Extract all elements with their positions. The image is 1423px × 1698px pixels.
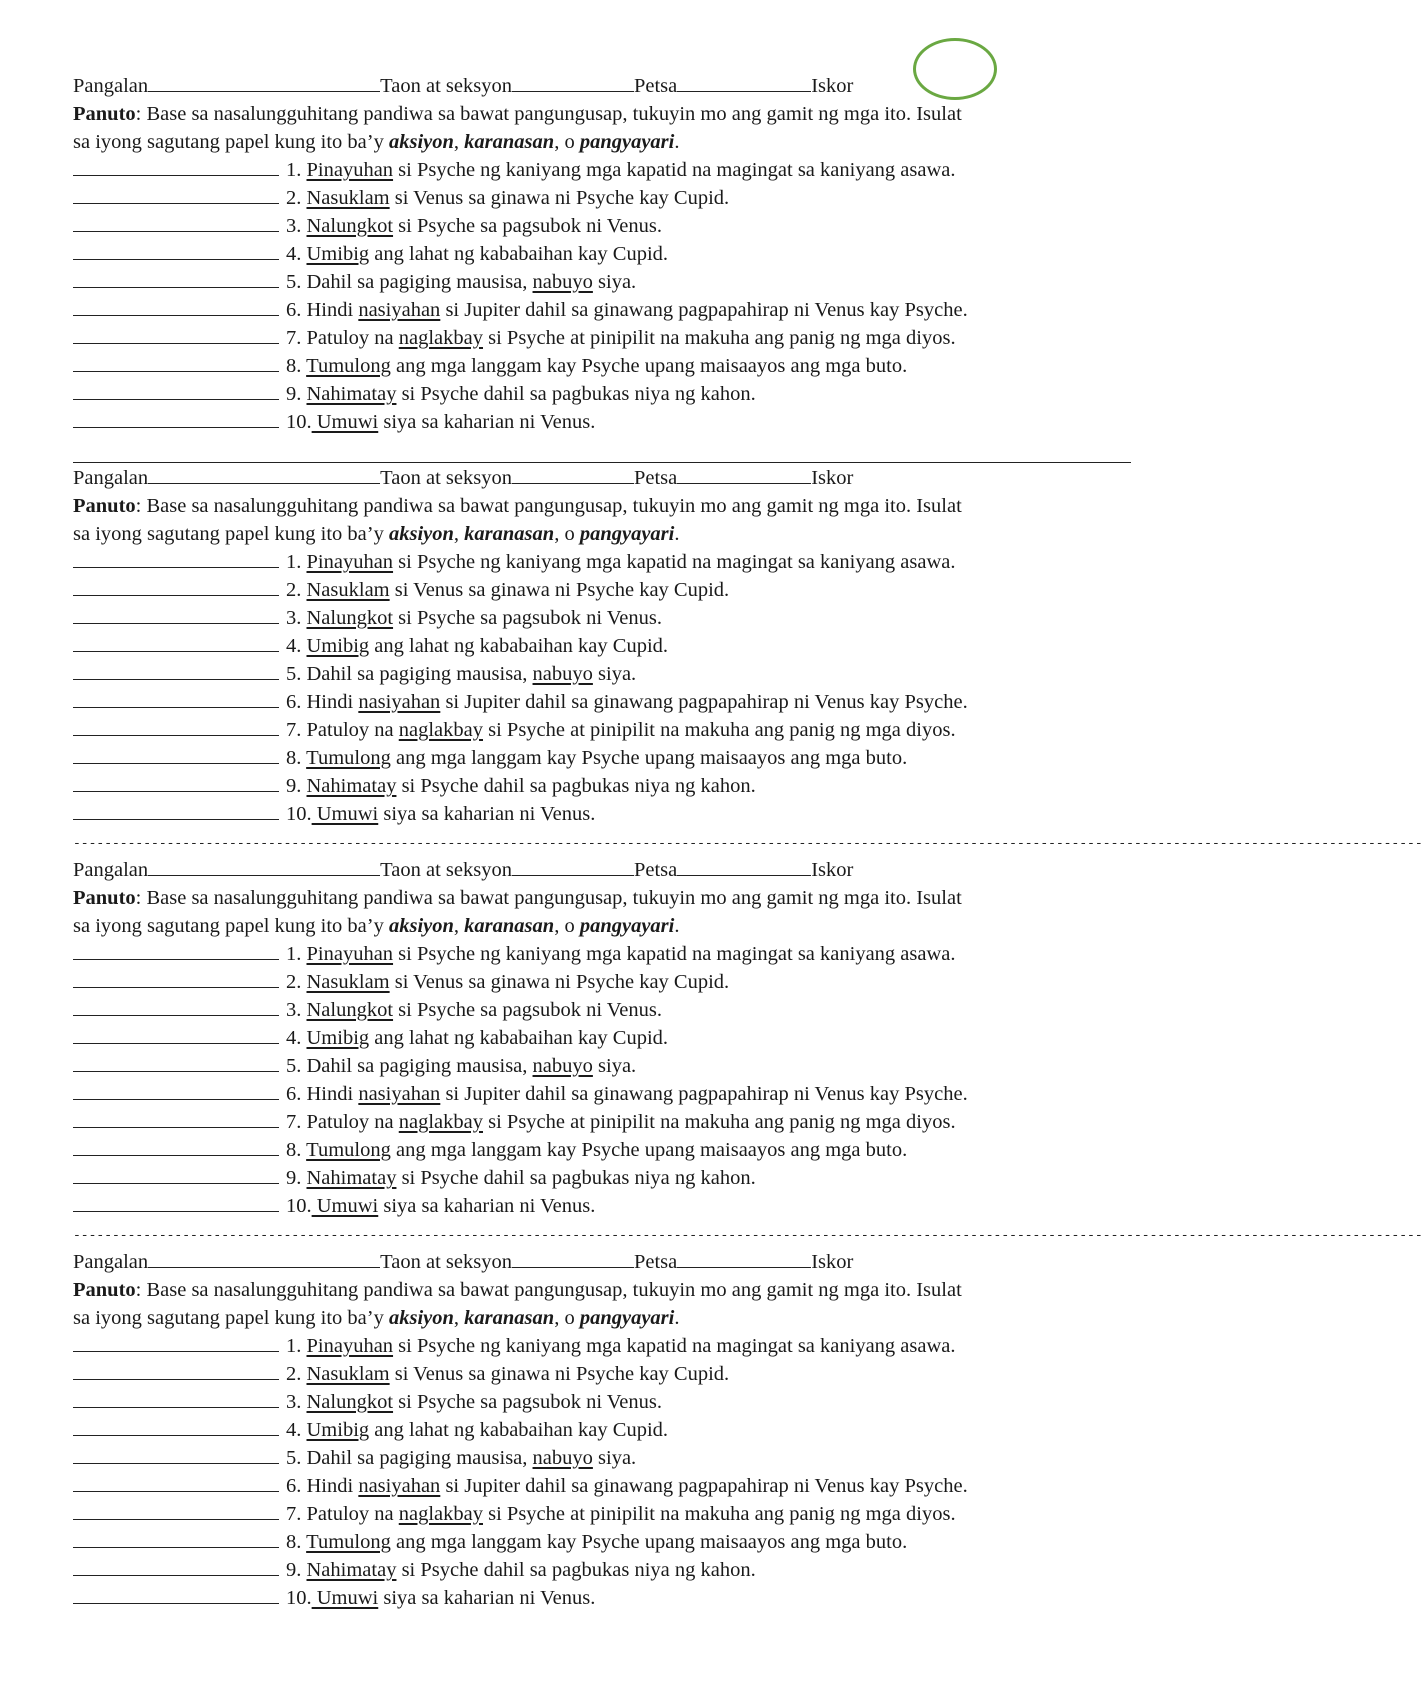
name-label: Pangalan <box>73 1251 149 1273</box>
answer-blank[interactable] <box>73 212 279 232</box>
answer-blank[interactable] <box>73 1192 279 1212</box>
item-row <box>73 996 1133 1024</box>
item-row <box>73 1136 1133 1164</box>
item-number: 1. <box>286 159 307 181</box>
item-row <box>73 548 1133 576</box>
underlined-verb: Pinayuhan <box>306 943 394 965</box>
item-row <box>73 660 1133 688</box>
item-number: 4. <box>286 1027 307 1049</box>
item-row <box>73 716 1133 744</box>
item-number: 5. <box>286 1055 307 1077</box>
item-number: 4. <box>286 1419 307 1441</box>
answer-blank[interactable] <box>73 1164 279 1184</box>
item-number: 3. <box>286 999 307 1021</box>
item-text: siya. <box>592 271 637 293</box>
header-row <box>73 464 1133 492</box>
underlined-verb: nabuyo <box>532 663 593 685</box>
item-row <box>73 1192 1133 1220</box>
answer-blank[interactable] <box>73 576 279 596</box>
item-number: 6. <box>286 1083 307 1105</box>
answer-blank[interactable] <box>73 800 279 820</box>
item-row <box>73 156 1133 184</box>
underlined-verb: nabuyo <box>532 1447 593 1469</box>
score-label: Iskor <box>811 75 854 97</box>
answer-blank[interactable] <box>73 744 279 764</box>
item-text: si Psyche ng kaniyang mga kapatid na magingat sa kaniyang asawa. <box>393 1335 956 1357</box>
worksheet <box>73 72 1423 1640</box>
underlined-verb: Nahimatay <box>306 1559 397 1581</box>
item-text: Patuloy na <box>306 1503 399 1525</box>
underlined-verb: Nalungkot <box>306 607 394 629</box>
item-row <box>73 968 1133 996</box>
name-label: Pangalan <box>73 859 149 881</box>
item-number: 6. <box>286 691 307 713</box>
item-text: si Venus sa ginawa ni Psyche kay Cupid. <box>389 971 730 993</box>
item-text: ang lahat ng kababaihan kay Cupid. <box>369 635 669 657</box>
item-row <box>73 184 1133 212</box>
item-text: si Venus sa ginawa ni Psyche kay Cupid. <box>389 1363 730 1385</box>
section-field[interactable] <box>512 856 634 876</box>
answer-blank[interactable] <box>73 296 279 316</box>
item-row <box>73 296 1133 324</box>
item-text: ang mga langgam kay Psyche upang maisaayos ang mga buto. <box>390 1531 908 1553</box>
item-row <box>73 1080 1133 1108</box>
item-number: 9. <box>286 1167 307 1189</box>
underlined-verb: Nasuklam <box>306 579 390 601</box>
underlined-verb: Pinayuhan <box>306 1335 394 1357</box>
item-row <box>73 632 1133 660</box>
underlined-verb: Tumulong <box>306 1531 391 1553</box>
item-text: siya sa kaharian ni Venus. <box>378 803 596 825</box>
option-karanasan: karanasan <box>464 131 555 153</box>
item-row <box>73 240 1133 268</box>
item-text: siya. <box>592 1055 637 1077</box>
item-row <box>73 800 1133 828</box>
item-row <box>73 604 1133 632</box>
item-text: Patuloy na <box>306 327 399 349</box>
separator-solid-line <box>73 462 1131 463</box>
underlined-verb: nabuyo <box>532 271 593 293</box>
option-karanasan: karanasan <box>464 1307 555 1329</box>
underlined-verb: Tumulong <box>306 355 391 377</box>
item-text: si Psyche at pinipilit na makuha ang panig ng mga diyos. <box>483 719 956 741</box>
underlined-verb: Pinayuhan <box>306 159 394 181</box>
item-row <box>73 1108 1133 1136</box>
header-row <box>73 1248 1133 1276</box>
option-aksiyon: aksiyon <box>388 1307 454 1329</box>
item-text: si Psyche ng kaniyang mga kapatid na magingat sa kaniyang asawa. <box>393 943 956 965</box>
item-text: si Psyche at pinipilit na makuha ang panig ng mga diyos. <box>483 1503 956 1525</box>
separator: , <box>453 523 465 545</box>
item-number: 10. <box>286 1587 312 1609</box>
item-text: si Psyche sa pagsubok ni Venus. <box>393 215 663 237</box>
item-row <box>73 1528 1133 1556</box>
item-text: si Psyche ng kaniyang mga kapatid na magingat sa kaniyang asawa. <box>393 551 956 573</box>
item-text: ang lahat ng kababaihan kay Cupid. <box>369 243 669 265</box>
item-row <box>73 744 1133 772</box>
item-text: si Venus sa ginawa ni Psyche kay Cupid. <box>389 187 730 209</box>
instructions-line-1 <box>73 100 1133 128</box>
item-text: si Psyche ng kaniyang mga kapatid na magingat sa kaniyang asawa. <box>393 159 956 181</box>
score-label: Iskor <box>811 859 854 881</box>
option-karanasan: karanasan <box>464 915 555 937</box>
instructions-line-1 <box>73 884 1133 912</box>
item-text: Hindi <box>306 299 359 321</box>
item-number: 5. <box>286 1447 307 1469</box>
item-number: 1. <box>286 1335 307 1357</box>
item-text: si Psyche dahil sa pagbukas niya ng kahon. <box>396 775 756 797</box>
answer-blank[interactable] <box>73 1080 279 1100</box>
item-row <box>73 772 1133 800</box>
option-pangyayari: pangyayari <box>579 523 675 545</box>
section-label: Taon at seksyon <box>380 75 512 97</box>
item-row <box>73 324 1133 352</box>
item-text: si Psyche at pinipilit na makuha ang panig ng mga diyos. <box>483 1111 956 1133</box>
answer-blank[interactable] <box>73 1500 279 1520</box>
item-text: si Venus sa ginawa ni Psyche kay Cupid. <box>389 579 730 601</box>
instructions-text: sa iyong sagutang papel kung ito ba’y <box>73 131 389 153</box>
item-number: 6. <box>286 1475 307 1497</box>
answer-blank[interactable] <box>73 940 279 960</box>
instructions-text: : Base sa nasalungguhitang pandiwa sa bawat pangungusap, tukuyin mo ang gamit ng mga ito. Isulat <box>135 1279 962 1301</box>
name-label: Pangalan <box>73 467 149 489</box>
underlined-verb: Pinayuhan <box>306 551 394 573</box>
item-number: 3. <box>286 607 307 629</box>
item-number: 7. <box>286 1503 307 1525</box>
item-number: 3. <box>286 1391 307 1413</box>
period: . <box>674 1307 680 1329</box>
underlined-verb: Nasuklam <box>306 971 390 993</box>
item-text: Dahil sa pagiging mausisa, <box>306 1447 533 1469</box>
item-text: si Psyche at pinipilit na makuha ang panig ng mga diyos. <box>483 327 956 349</box>
item-text: si Psyche sa pagsubok ni Venus. <box>393 1391 663 1413</box>
date-field[interactable] <box>677 72 811 92</box>
option-aksiyon: aksiyon <box>388 131 454 153</box>
underlined-verb: nasiyahan <box>358 1475 441 1497</box>
score-label: Iskor <box>811 1251 854 1273</box>
underlined-verb: Umibig <box>306 243 370 265</box>
item-row <box>73 1556 1133 1584</box>
underlined-verb: nasiyahan <box>358 1083 441 1105</box>
instructions-label: Panuto <box>73 495 136 517</box>
option-aksiyon: aksiyon <box>388 915 454 937</box>
option-aksiyon: aksiyon <box>388 523 454 545</box>
item-text: ang lahat ng kababaihan kay Cupid. <box>369 1419 669 1441</box>
item-text: ang mga langgam kay Psyche upang maisaayos ang mga buto. <box>390 1139 908 1161</box>
item-text: Dahil sa pagiging mausisa, <box>306 1055 533 1077</box>
item-number: 10. <box>286 411 312 433</box>
item-text: siya sa kaharian ni Venus. <box>378 411 596 433</box>
answer-blank[interactable] <box>73 1388 279 1408</box>
instructions-text: sa iyong sagutang papel kung ito ba’y <box>73 523 389 545</box>
separator: , <box>453 1307 465 1329</box>
underlined-verb: Nahimatay <box>306 383 397 405</box>
item-row <box>73 1164 1133 1192</box>
separator: , o <box>554 131 580 153</box>
item-number: 2. <box>286 187 307 209</box>
date-field[interactable] <box>677 856 811 876</box>
answer-blank[interactable] <box>73 1556 279 1576</box>
item-text: Patuloy na <box>306 1111 399 1133</box>
underlined-verb: Umuwi <box>311 1195 379 1217</box>
underlined-verb: Nasuklam <box>306 187 390 209</box>
item-text: si Jupiter dahil sa ginawang pagpapahirap ni Venus kay Psyche. <box>440 299 968 321</box>
item-text: si Psyche sa pagsubok ni Venus. <box>393 607 663 629</box>
section-field[interactable] <box>512 1248 634 1268</box>
option-karanasan: karanasan <box>464 523 555 545</box>
separator: , o <box>554 915 580 937</box>
period: . <box>674 915 680 937</box>
name-field[interactable] <box>148 856 380 876</box>
item-row <box>73 212 1133 240</box>
item-text: Dahil sa pagiging mausisa, <box>306 663 533 685</box>
separator: , <box>453 131 465 153</box>
header-row <box>73 856 1133 884</box>
underlined-verb: Umuwi <box>311 803 379 825</box>
item-number: 5. <box>286 271 307 293</box>
instructions-line-2 <box>73 912 1133 940</box>
option-pangyayari: pangyayari <box>579 131 675 153</box>
item-number: 8. <box>286 355 307 377</box>
underlined-verb: Tumulong <box>306 1139 391 1161</box>
answer-blank[interactable] <box>73 1444 279 1464</box>
instructions-text: sa iyong sagutang papel kung ito ba’y <box>73 1307 389 1329</box>
item-number: 6. <box>286 299 307 321</box>
item-text: si Psyche sa pagsubok ni Venus. <box>393 999 663 1021</box>
answer-blank[interactable] <box>73 1416 279 1436</box>
item-text: si Psyche dahil sa pagbukas niya ng kahon. <box>396 1559 756 1581</box>
section-label: Taon at seksyon <box>380 1251 512 1273</box>
item-row <box>73 1584 1133 1612</box>
answer-blank[interactable] <box>73 632 279 652</box>
answer-blank[interactable] <box>73 660 279 680</box>
item-number: 7. <box>286 1111 307 1133</box>
underlined-verb: nasiyahan <box>358 299 441 321</box>
section-label: Taon at seksyon <box>380 859 512 881</box>
item-row <box>73 380 1133 408</box>
item-row <box>73 1052 1133 1080</box>
instructions-label: Panuto <box>73 1279 136 1301</box>
item-text: siya. <box>592 1447 637 1469</box>
underlined-verb: Umibig <box>306 1419 370 1441</box>
separator: , o <box>554 523 580 545</box>
underlined-verb: naglakbay <box>398 719 483 741</box>
answer-blank[interactable] <box>73 1528 279 1548</box>
answer-blank[interactable] <box>73 1136 279 1156</box>
underlined-verb: Tumulong <box>306 747 391 769</box>
answer-blank[interactable] <box>73 968 279 988</box>
underlined-verb: Umibig <box>306 635 370 657</box>
answer-blank[interactable] <box>73 1052 279 1072</box>
item-row <box>73 1444 1133 1472</box>
section-field[interactable] <box>512 464 634 484</box>
underlined-verb: naglakbay <box>398 327 483 349</box>
instructions-label: Panuto <box>73 103 136 125</box>
separator-dashed-line: ----------------------------------------------------------------------------------------------------------------------------------------------------------------------------- <box>73 1228 1423 1243</box>
item-number: 1. <box>286 943 307 965</box>
instructions-text: : Base sa nasalungguhitang pandiwa sa bawat pangungusap, tukuyin mo ang gamit ng mga ito. Isulat <box>135 103 962 125</box>
item-number: 3. <box>286 215 307 237</box>
item-row <box>73 1024 1133 1052</box>
item-number: 10. <box>286 803 312 825</box>
instructions-label: Panuto <box>73 887 136 909</box>
date-label: Petsa <box>633 75 678 97</box>
instructions-line-2 <box>73 520 1133 548</box>
name-label: Pangalan <box>73 75 149 97</box>
item-row <box>73 1416 1133 1444</box>
item-number: 8. <box>286 747 307 769</box>
answer-blank[interactable] <box>73 1108 279 1128</box>
item-number: 4. <box>286 635 307 657</box>
quiz-copy-1 <box>73 72 1133 464</box>
item-text: siya sa kaharian ni Venus. <box>378 1195 596 1217</box>
date-label: Petsa <box>633 859 678 881</box>
answer-blank[interactable] <box>73 1472 279 1492</box>
underlined-verb: naglakbay <box>398 1503 483 1525</box>
name-field[interactable] <box>148 464 380 484</box>
score-label: Iskor <box>811 467 854 489</box>
answer-blank[interactable] <box>73 716 279 736</box>
item-number: 9. <box>286 383 307 405</box>
answer-blank[interactable] <box>73 1584 279 1604</box>
answer-blank[interactable] <box>73 408 279 428</box>
answer-blank[interactable] <box>73 604 279 624</box>
answer-blank[interactable] <box>73 184 279 204</box>
instructions-line-2 <box>73 1304 1133 1332</box>
instructions-line-2 <box>73 128 1133 156</box>
item-text: Patuloy na <box>306 719 399 741</box>
quiz-copy-2 <box>73 464 1423 856</box>
underlined-verb: Umibig <box>306 1027 370 1049</box>
item-row <box>73 408 1133 436</box>
item-number: 2. <box>286 579 307 601</box>
name-field[interactable] <box>148 72 380 92</box>
answer-blank[interactable] <box>73 1332 279 1352</box>
item-row <box>73 1360 1133 1388</box>
item-number: 5. <box>286 663 307 685</box>
item-text: si Jupiter dahil sa ginawang pagpapahirap ni Venus kay Psyche. <box>440 1475 968 1497</box>
period: . <box>674 131 680 153</box>
answer-blank[interactable] <box>73 268 279 288</box>
item-text: siya. <box>592 663 637 685</box>
item-row <box>73 352 1133 380</box>
name-field[interactable] <box>148 1248 380 1268</box>
item-number: 2. <box>286 1363 307 1385</box>
date-field[interactable] <box>677 1248 811 1268</box>
item-row <box>73 1500 1133 1528</box>
date-field[interactable] <box>677 464 811 484</box>
item-number: 8. <box>286 1531 307 1553</box>
item-row <box>73 1388 1133 1416</box>
quiz-copy-4 <box>73 1248 1133 1640</box>
answer-blank[interactable] <box>73 548 279 568</box>
underlined-verb: Umuwi <box>311 1587 379 1609</box>
item-number: 9. <box>286 775 307 797</box>
section-field[interactable] <box>512 72 634 92</box>
underlined-verb: Nalungkot <box>306 999 394 1021</box>
answer-blank[interactable] <box>73 1360 279 1380</box>
item-text: si Psyche dahil sa pagbukas niya ng kahon. <box>396 383 756 405</box>
underlined-verb: nabuyo <box>532 1055 593 1077</box>
item-number: 7. <box>286 719 307 741</box>
item-number: 1. <box>286 551 307 573</box>
answer-blank[interactable] <box>73 352 279 372</box>
item-text: Dahil sa pagiging mausisa, <box>306 271 533 293</box>
section-label: Taon at seksyon <box>380 467 512 489</box>
item-row <box>73 688 1133 716</box>
separator: , o <box>554 1307 580 1329</box>
instructions-line-1 <box>73 1276 1133 1304</box>
item-text: Hindi <box>306 691 359 713</box>
item-number: 8. <box>286 1139 307 1161</box>
answer-blank[interactable] <box>73 688 279 708</box>
item-text: ang mga langgam kay Psyche upang maisaayos ang mga buto. <box>390 747 908 769</box>
item-number: 7. <box>286 327 307 349</box>
item-row <box>73 940 1133 968</box>
quiz-copy-3 <box>73 856 1423 1248</box>
answer-blank[interactable] <box>73 772 279 792</box>
item-text: ang lahat ng kababaihan kay Cupid. <box>369 1027 669 1049</box>
date-label: Petsa <box>633 467 678 489</box>
instructions-line-1 <box>73 492 1133 520</box>
option-pangyayari: pangyayari <box>579 1307 675 1329</box>
answer-blank[interactable] <box>73 380 279 400</box>
underlined-verb: nasiyahan <box>358 691 441 713</box>
underlined-verb: Nahimatay <box>306 775 397 797</box>
item-text: ang mga langgam kay Psyche upang maisaayos ang mga buto. <box>390 355 908 377</box>
item-text: Hindi <box>306 1083 359 1105</box>
header-row <box>73 72 1133 100</box>
underlined-verb: Nalungkot <box>306 1391 394 1413</box>
item-text: Hindi <box>306 1475 359 1497</box>
date-label: Petsa <box>633 1251 678 1273</box>
item-text: si Psyche dahil sa pagbukas niya ng kahon. <box>396 1167 756 1189</box>
underlined-verb: Umuwi <box>311 411 379 433</box>
item-row <box>73 1472 1133 1500</box>
period: . <box>674 523 680 545</box>
item-number: 4. <box>286 243 307 265</box>
underlined-verb: Nasuklam <box>306 1363 390 1385</box>
item-row <box>73 576 1133 604</box>
instructions-text: : Base sa nasalungguhitang pandiwa sa bawat pangungusap, tukuyin mo ang gamit ng mga ito. Isulat <box>135 887 962 909</box>
answer-blank[interactable] <box>73 324 279 344</box>
item-text: siya sa kaharian ni Venus. <box>378 1587 596 1609</box>
item-text: si Jupiter dahil sa ginawang pagpapahirap ni Venus kay Psyche. <box>440 691 968 713</box>
item-text: si Jupiter dahil sa ginawang pagpapahirap ni Venus kay Psyche. <box>440 1083 968 1105</box>
item-row <box>73 1332 1133 1360</box>
underlined-verb: Nalungkot <box>306 215 394 237</box>
answer-blank[interactable] <box>73 240 279 260</box>
item-number: 2. <box>286 971 307 993</box>
instructions-text: sa iyong sagutang papel kung ito ba’y <box>73 915 389 937</box>
underlined-verb: naglakbay <box>398 1111 483 1133</box>
option-pangyayari: pangyayari <box>579 915 675 937</box>
answer-blank[interactable] <box>73 1024 279 1044</box>
item-number: 9. <box>286 1559 307 1581</box>
separator: , <box>453 915 465 937</box>
instructions-text: : Base sa nasalungguhitang pandiwa sa bawat pangungusap, tukuyin mo ang gamit ng mga ito. Isulat <box>135 495 962 517</box>
answer-blank[interactable] <box>73 156 279 176</box>
item-row <box>73 268 1133 296</box>
underlined-verb: Nahimatay <box>306 1167 397 1189</box>
separator-dashed-line: ----------------------------------------------------------------------------------------------------------------------------------------------------------------------------- <box>73 836 1423 851</box>
item-number: 10. <box>286 1195 312 1217</box>
answer-blank[interactable] <box>73 996 279 1016</box>
